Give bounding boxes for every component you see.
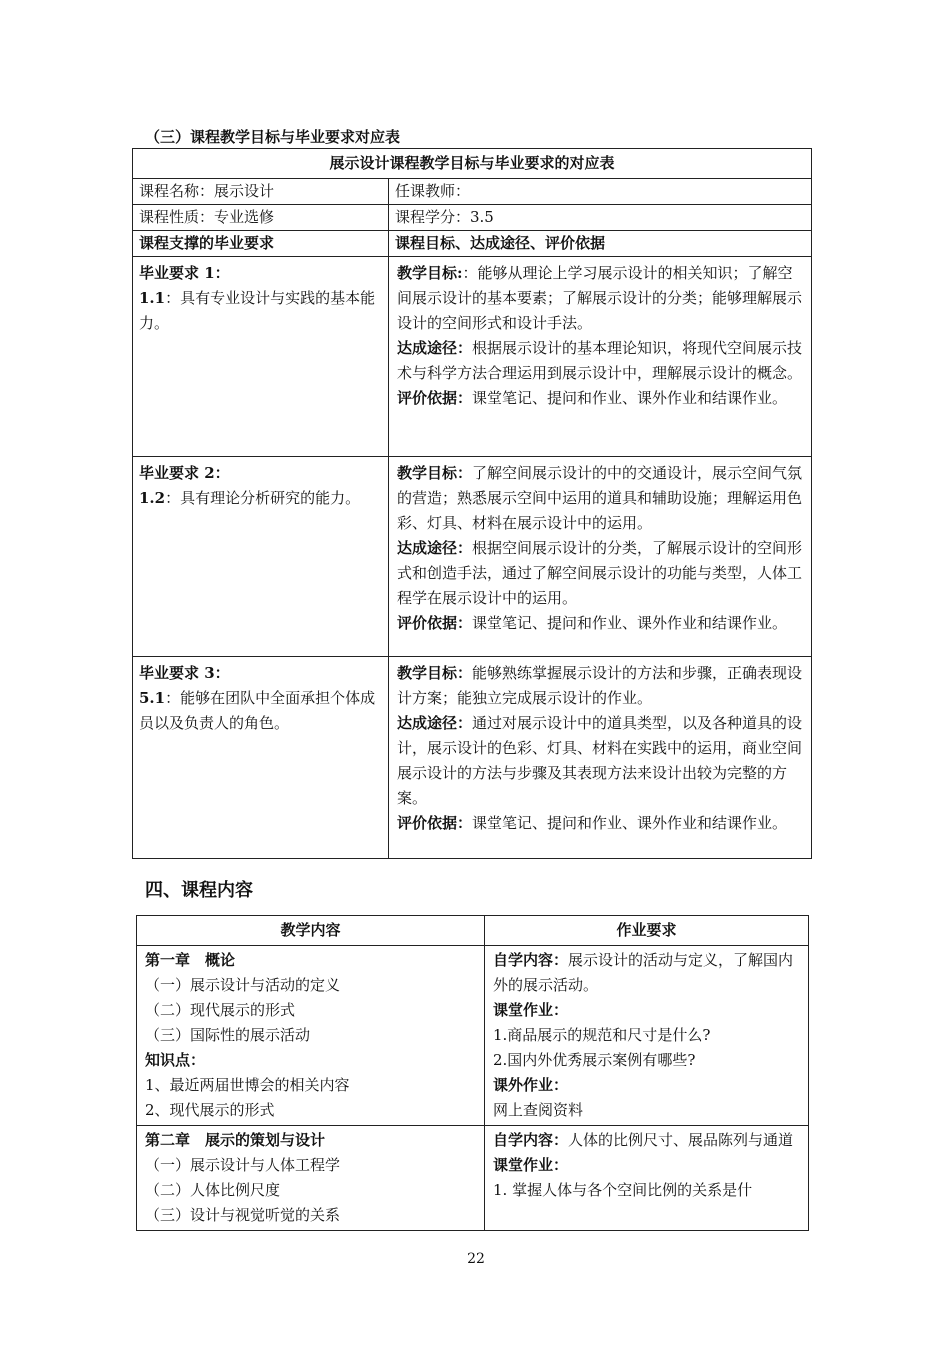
- table-row: [133, 257, 812, 457]
- col-header-content: 教学内容: [137, 916, 485, 946]
- chapter2-homework: [485, 1126, 809, 1231]
- list-item: （三）国际性的展示活动: [145, 1026, 311, 1044]
- table-row: [137, 1126, 809, 1231]
- objective-cell: [389, 457, 812, 657]
- achievement-path: 达成途径：根据空间展示设计的分类，了解展示设计的空间形式和创造手法，通过了解空间展示设计的功能与类型，人体工程学在展示设计中的运用。: [397, 539, 803, 607]
- list-item: （一）展示设计与活动的定义: [145, 976, 341, 994]
- table-row: [133, 457, 812, 657]
- table-row: [137, 946, 809, 1126]
- class-work-text: 1. 掌握人体与各个空间比例的关系是什: [493, 1181, 753, 1199]
- teaching-goal: 教学目标：能够熟练掌握展示设计的方法和步骤，正确表现设计方案；能独立完成展示设计的作业。: [397, 664, 803, 707]
- chapter1-title: 第一章 概论: [145, 951, 236, 969]
- list-item: （二）人体比例尺度: [145, 1181, 281, 1199]
- evaluation-basis: 评价依据：课堂笔记、提问和作业、课外作业和结课作业。: [397, 389, 788, 407]
- list-item: 1、最近两届世博会的相关内容: [145, 1076, 350, 1094]
- teaching-goal: 教学目标:：能够从理论上学习展示设计的相关知识；了解空间展示设计的基本要素；了解展示设计的分类；能够理解展示设计的空间形式和设计手法。: [397, 264, 803, 332]
- section4-heading: 四、课程内容: [145, 880, 253, 901]
- extra-work-text: 网上查阅资料: [493, 1101, 584, 1119]
- course-name: 课程名称：展示设计: [133, 179, 389, 205]
- content-table: [136, 915, 809, 1231]
- course-credits: 课程学分：3.5: [389, 205, 812, 231]
- chapter2-content: [137, 1126, 485, 1231]
- objective-cell: [389, 657, 812, 859]
- achievement-path: 达成途径：根据展示设计的基本理论知识，将现代空间展示技术与科学方法合理运用到展示设计中，理解展示设计的概念。: [397, 339, 803, 382]
- list-item: （二）现代展示的形式: [145, 1001, 296, 1019]
- requirement-cell: [133, 257, 389, 457]
- requirement-text: 1.1：具有专业设计与实践的基本能力。: [139, 289, 376, 332]
- col-header-requirements: 课程支撑的毕业要求: [133, 231, 389, 257]
- class-work-label: 课堂作业：: [493, 1156, 569, 1174]
- requirement-cell: [133, 657, 389, 859]
- col-header-objectives: 课程目标、达成途径、评价依据: [389, 231, 812, 257]
- requirement-cell: [133, 457, 389, 657]
- list-item: （三）设计与视觉听觉的关系: [145, 1206, 341, 1224]
- class-work-label: 课堂作业：: [493, 1001, 569, 1019]
- page-number: 22: [467, 1251, 485, 1267]
- objective-cell: [389, 257, 812, 457]
- section3-heading: （三）课程教学目标与毕业要求对应表: [145, 128, 401, 146]
- chapter1-homework: [485, 946, 809, 1126]
- self-study: 自学内容：展示设计的活动与定义，了解国内外的展示活动。: [493, 951, 794, 994]
- self-study: 自学内容：人体的比例尺寸、展品陈列与通道: [493, 1131, 794, 1149]
- objectives-table: [132, 148, 812, 859]
- requirement-text: 1.2：具有理论分析研究的能力。: [139, 489, 361, 507]
- requirement-title: 毕业要求 2：: [139, 464, 230, 482]
- extra-work-label: 课外作业：: [493, 1076, 569, 1094]
- chapter2-title: 第二章 展示的策划与设计: [145, 1131, 326, 1149]
- requirement-text: 5.1：能够在团队中全面承担个体成员以及负责人的角色。: [139, 689, 376, 732]
- teaching-goal: 教学目标：了解空间展示设计的中的交通设计，展示空间气氛的营造；熟悉展示空间中运用的道具和辅助设施；理解运用色彩、灯具、材料在展示设计中的运用。: [397, 464, 803, 532]
- list-item: （一）展示设计与人体工程学: [145, 1156, 341, 1174]
- course-teacher: 任课教师：: [389, 179, 812, 205]
- table-row: [133, 657, 812, 859]
- col-header-homework: 作业要求: [485, 916, 809, 946]
- requirement-title: 毕业要求 1：: [139, 264, 230, 282]
- chapter1-content: [137, 946, 485, 1126]
- evaluation-basis: 评价依据：课堂笔记、提问和作业、课外作业和结课作业。: [397, 814, 788, 832]
- requirement-title: 毕业要求 3：: [139, 664, 230, 682]
- achievement-path: 达成途径：通过对展示设计中的道具类型，以及各种道具的设计，展示设计的色彩、灯具、材料在实践中的运用，商业空间展示设计的方法与步骤及其表现方法来设计出较为完整的方案。: [397, 714, 803, 807]
- list-item: 1.商品展示的规范和尺寸是什么?: [493, 1026, 711, 1044]
- objectives-table-title: 展示设计课程教学目标与毕业要求的对应表: [133, 149, 812, 179]
- knowledge-points-label: 知识点：: [145, 1051, 206, 1069]
- list-item: 2、现代展示的形式: [145, 1101, 275, 1119]
- list-item: 2.国内外优秀展示案例有哪些?: [493, 1051, 696, 1069]
- course-nature: 课程性质：专业选修: [133, 205, 389, 231]
- evaluation-basis: 评价依据：课堂笔记、提问和作业、课外作业和结课作业。: [397, 614, 788, 632]
